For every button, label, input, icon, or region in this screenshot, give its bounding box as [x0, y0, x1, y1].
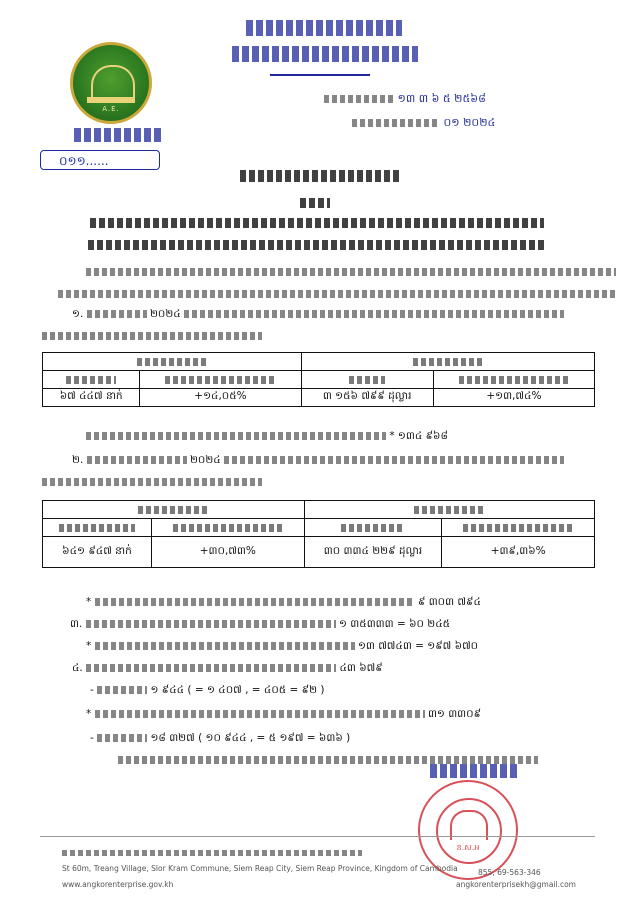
date-line-2: ០១ ២០២៤: [352, 116, 495, 132]
section-2-line-2: [42, 478, 262, 486]
table-cell-visitors-change: +១៤,០៥%: [140, 389, 301, 407]
bullet-line: * ៩ ៣០៣ ៧៩៤: [86, 596, 481, 608]
footer-phone: 855, 69-563-346: [478, 868, 541, 877]
bullet-line: ៣. ១ ៣៥៣៣៣ = ៦០ ២៤៥: [70, 618, 451, 630]
footer-email[interactable]: angkorenterprisekh@gmail.com: [456, 880, 576, 889]
table-header-revenue: [301, 353, 594, 371]
table-subheader-revenue: [301, 371, 433, 389]
table-subheader-revenue: [304, 519, 442, 537]
date-line-1: ១៣ ៣ ៦ ៥ ២៥៦៨: [324, 92, 486, 108]
reference-number: ០១១......: [40, 150, 160, 170]
closing-line: [118, 756, 538, 764]
organization-name: [74, 128, 164, 142]
footer-website[interactable]: www.angkorenterprise.gov.kh: [62, 880, 174, 889]
section-1-note: * ១៣៤ ៩៦៨: [86, 430, 448, 445]
kingdom-motto: [232, 46, 418, 62]
footer-divider: [40, 836, 595, 837]
footer-address-en: St 60m, Treang Village, Slor Kram Commune, Siem Reap City, Siem Reap Province, Kingdom of Cambodia: [62, 864, 458, 873]
table-subheader-visitors-change: [140, 371, 301, 389]
kingdom-divider: [270, 74, 370, 76]
section-2-table: [42, 500, 595, 568]
table-subheader-visitors-change: [152, 519, 305, 537]
document-subject-label: [300, 198, 330, 208]
table-cell-revenue: ៣ ១៥៦ ៧៩៩ ដុល្លារ: [301, 389, 433, 407]
bullet-line: ៤. ៤៣ ៦៧៩: [72, 662, 383, 674]
table-subheader-revenue-change: [442, 519, 595, 537]
table-subheader-visitors: [43, 371, 140, 389]
table-cell-visitors: ៦៤១ ៩៤៧ នាក់: [43, 537, 152, 568]
intro-line-1: [86, 268, 616, 276]
intro-line-2: [58, 290, 618, 298]
table-subheader-revenue-change: [433, 371, 594, 389]
table-cell-visitors: ៦៧ ៤៤៧ នាក់: [43, 389, 140, 407]
section-2-heading: ២. ២០២៤: [72, 454, 564, 469]
document-subject-line-1: [90, 218, 544, 228]
table-cell-revenue: ៣០ ៣៣៤ ២២៩ ដុល្លារ: [304, 537, 442, 568]
document-title: [240, 170, 400, 182]
table-header-visitors: [43, 501, 305, 519]
kingdom-title: [246, 20, 402, 36]
table-cell-revenue-change: +៣៩,៣៦%: [442, 537, 595, 568]
table-header-visitors: [43, 353, 302, 371]
footer-address-km: [62, 850, 362, 856]
document-subject-line-2: [88, 240, 546, 250]
signatory-organization: [430, 764, 518, 778]
table-cell-visitors-change: +៣០,៧៣%: [152, 537, 305, 568]
bullet-line: * ១៣ ៧៧៤៣ = ១៩៧ ៦៧០: [86, 640, 479, 652]
seal-code: ន.ស.អ: [456, 843, 480, 852]
table-subheader-visitors: [43, 519, 152, 537]
table-row: [43, 389, 595, 407]
sub-line: - ១ ៩៤៤ ( = ១ ៤០៧ , = ៤០៥ = ៩២ ): [90, 684, 325, 696]
angkor-enterprise-logo-icon: A.E.: [70, 42, 152, 124]
table-header-revenue: [304, 501, 594, 519]
section-1-table: [42, 352, 595, 407]
sub-line: * ៣១ ៣៣០៩: [86, 708, 482, 720]
table-cell-revenue-change: +១៣,៧៤%: [433, 389, 594, 407]
sub-line: - ១៨ ៣២៧ ( ១០ ៩៤៤ , = ៥ ១៩៧ = ៦៣៦ ): [90, 732, 351, 744]
section-1-heading: ១. ២០២៤: [72, 308, 564, 323]
table-row: [43, 537, 595, 568]
section-1-line-2: [42, 332, 262, 340]
